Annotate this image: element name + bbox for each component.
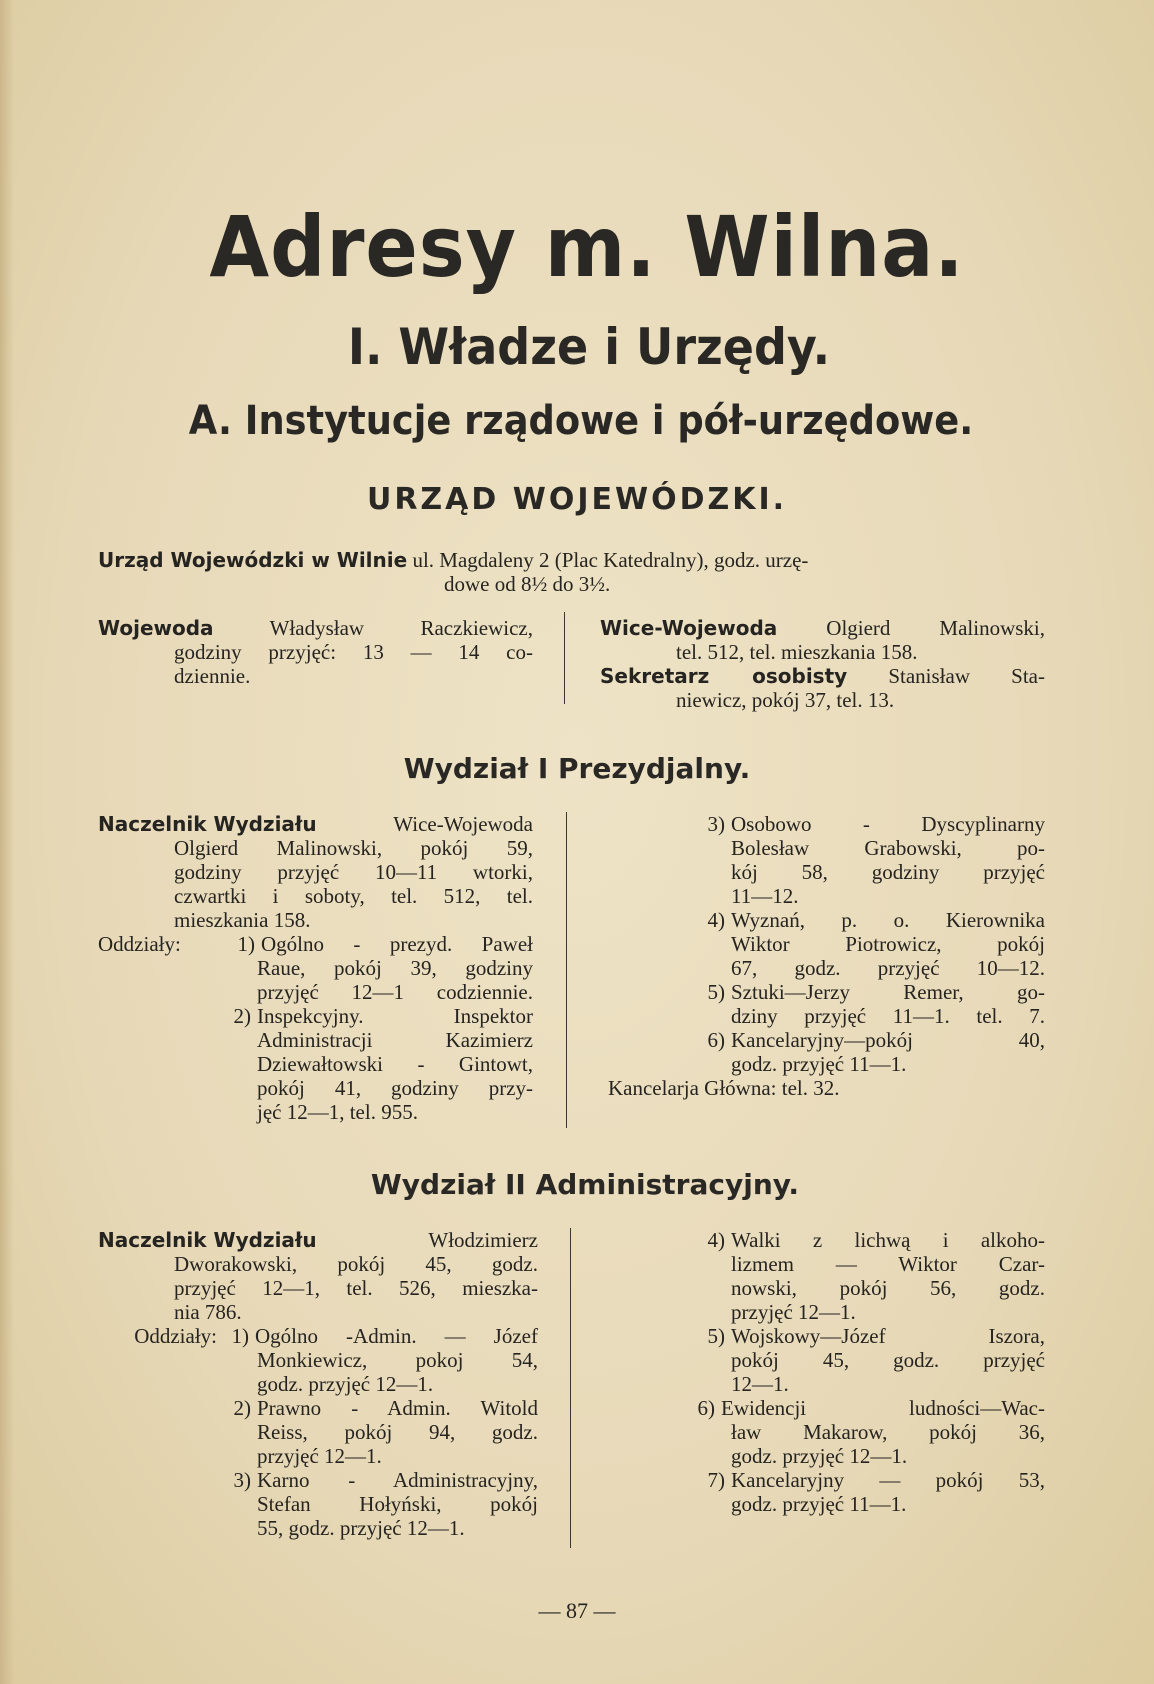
sekretarz-entry [600,664,1045,688]
dept1-kancelarja: Kancelarja Główna: tel. 32. [608,1076,840,1100]
item-number: 6) [697,1396,715,1420]
main-title: Adresy m. Wilna. [209,198,965,296]
column-divider [566,812,567,1128]
item-line: Prawno - Admin. Witold [257,1396,538,1420]
wojewoda-line1: Władysław Raczkiewicz, [269,616,533,640]
page-edge [0,0,14,1684]
dept2-naczelnik-line: przyjęć 12—1, tel. 526, mieszka- [174,1276,538,1300]
dept1-item-3 [580,812,1045,836]
office-address-line2: dowe od 8½ do 3½. [444,572,611,596]
dept2-oddzialy-label: Oddziały: [134,1324,217,1348]
column-divider [564,612,565,704]
item-line: Administracji Kazimierz [257,1028,533,1052]
item-number: 3) [707,812,725,836]
item-line: Kancelaryjny — pokój 53, [731,1468,1045,1492]
item-line: Kancelaryjny—pokój 40, [731,1028,1045,1052]
item-line: dziny przyjęć 11—1. tel. 7. [731,1004,1045,1028]
item-line: 11—12. [731,884,799,908]
item-number: 7) [707,1468,725,1492]
page-number: — 87 — [538,1598,616,1623]
dept2-left-column [98,1228,538,1540]
dept1-naczelnik-line: Wice-Wojewoda [393,812,533,836]
dept2-item-7 [580,1468,1045,1492]
dept2-item-1 [98,1324,538,1348]
item-line: 55, godz. przyjęć 12—1. [257,1516,465,1540]
item-line: Dziewałtowski - Gintowt, [257,1052,533,1076]
item-line: godz. przyjęć 12—1. [257,1372,434,1396]
dept2-item-3 [98,1468,538,1492]
dept2-naczelnik-line: Dworakowski, pokój 45, godz. [174,1252,538,1276]
dept1-item-6 [580,1028,1045,1052]
item-line: 67, godz. przyjęć 10—12. [731,956,1045,980]
office-address-line1: ul. Magdaleny 2 (Plac Katedralny), godz. urzę- [412,548,809,572]
sekretarz-line2: niewicz, pokój 37, tel. 13. [676,688,895,712]
item-line: Reiss, pokój 94, godz. [257,1420,538,1444]
dept1-heading: Wydział I Prezydjalny. [403,752,751,785]
sekretarz-label: Sekretarz osobisty [600,664,848,688]
item-number: 5) [707,980,725,1004]
dept2-item-2 [98,1396,538,1420]
sekretarz-line1: Stanisław Sta- [888,664,1045,688]
item-line: pokój 41, godziny przy- [257,1076,533,1100]
item-number: 6) [707,1028,725,1052]
dept1-naczelnik-line: Olgierd Malinowski, pokój 59, [174,836,533,860]
item-number: 3) [233,1468,251,1492]
item-line: Wiktor Piotrowicz, pokój [731,932,1045,956]
item-line: pokój 45, godz. przyjęć [731,1348,1045,1372]
item-line: Monkiewicz, pokoj 54, [257,1348,538,1372]
dept2-heading: Wydział II Administracyjny. [370,1168,800,1201]
item-line: Ogólno -Admin. — Józef [255,1324,538,1348]
item-line: ław Makarow, pokój 36, [731,1420,1045,1444]
office-name: Urząd Wojewódzki w Wilnie [98,548,408,572]
item-line: Walki z lichwą i alkoho- [731,1228,1045,1252]
item-line: Sztuki—Jerzy Remer, go- [731,980,1045,1004]
item-line: Ewidencji ludności—Wac- [721,1396,1045,1420]
item-line: godz. przyjęć 11—1. [731,1052,907,1076]
dept2-item-6 [580,1396,1045,1420]
item-line: Inspekcyjny. Inspektor [257,1004,533,1028]
item-line: lizmem — Wiktor Czar- [731,1252,1045,1276]
dept2-item-5 [580,1324,1045,1348]
wice-wojewoda-label: Wice-Wojewoda [600,616,778,640]
office-address [98,548,1053,596]
item-line: Ogólno - prezyd. Paweł [261,932,533,956]
dept2-right-column [580,1228,1045,1516]
wojewoda-label: Wojewoda [98,616,214,640]
item-line: kój 58, godziny przyjęć [731,860,1045,884]
item-line: Wyznań, p. o. Kierownika [731,908,1045,932]
item-number: 1) [231,1324,249,1348]
item-number: 1) [237,932,255,956]
dept2-naczelnik-label: Naczelnik Wydziału [98,1228,317,1252]
item-line: Karno - Administracyjny, [257,1468,538,1492]
item-line: godz. przyjęć 11—1. [731,1492,907,1516]
dept1-naczelnik-line: godziny przyjęć 10—11 wtorki, [174,860,533,884]
item-line: przyjęć 12—1. [731,1300,856,1324]
item-line: przyjęć 12—1 codziennie. [257,980,533,1004]
dept1-item-2 [98,1004,533,1028]
office-heading: URZĄD WOJEWÓDZKI. [366,482,788,517]
wojewoda-line2: godziny przyjęć: 13 — 14 co- [174,640,533,664]
item-line: Wojskowy—Józef Iszora, [731,1324,1045,1348]
dept1-left-column [98,812,533,1124]
item-number: 4) [707,908,725,932]
item-number: 2) [233,1396,251,1420]
wojewoda-entry [98,616,533,688]
dept1-item-1 [98,932,533,956]
item-number: 2) [233,1004,251,1028]
dept2-naczelnik-line: nia 786. [174,1300,242,1324]
item-line: jęć 12—1, tel. 955. [257,1100,418,1124]
subsection-title: A. Instytucje rządowe i pół-urzędowe. [188,398,974,444]
column-divider [570,1228,571,1548]
item-line: nowski, pokój 56, godz. [731,1276,1045,1300]
wice-wojewoda-line1: Olgierd Malinowski, [826,616,1046,640]
dept1-naczelnik-line: czwartki i soboty, tel. 512, tel. [174,884,533,908]
wice-wojewoda-entry [600,616,1045,712]
dept1-naczelnik-line: mieszkania 158. [174,908,311,932]
dept2-item-4 [580,1228,1045,1252]
item-line: Stefan Hołyński, pokój [257,1492,538,1516]
wice-wojewoda-line2: tel. 512, tel. mieszkania 158. [676,640,918,664]
item-line: 12—1. [731,1372,789,1396]
section-title: I. Władze i Urzędy. [347,318,831,376]
item-line: Bolesław Grabowski, po- [731,836,1045,860]
dept1-oddzialy-label: Oddziały: [98,932,181,956]
item-line: Raue, pokój 39, godziny [257,956,533,980]
item-line: przyjęć 12—1. [257,1444,382,1468]
dept2-naczelnik-line: Włodzimierz [428,1228,538,1252]
dept1-item-5 [580,980,1045,1004]
dept1-item-4 [580,908,1045,932]
dept1-right-column [580,812,1045,1100]
item-number: 4) [707,1228,725,1252]
item-number: 5) [707,1324,725,1348]
dept1-naczelnik-label: Naczelnik Wydziału [98,812,317,836]
wojewoda-line3: dziennie. [174,664,251,688]
item-line: Osobowo - Dyscyplinarny [731,812,1045,836]
item-line: godz. przyjęć 12—1. [731,1444,908,1468]
